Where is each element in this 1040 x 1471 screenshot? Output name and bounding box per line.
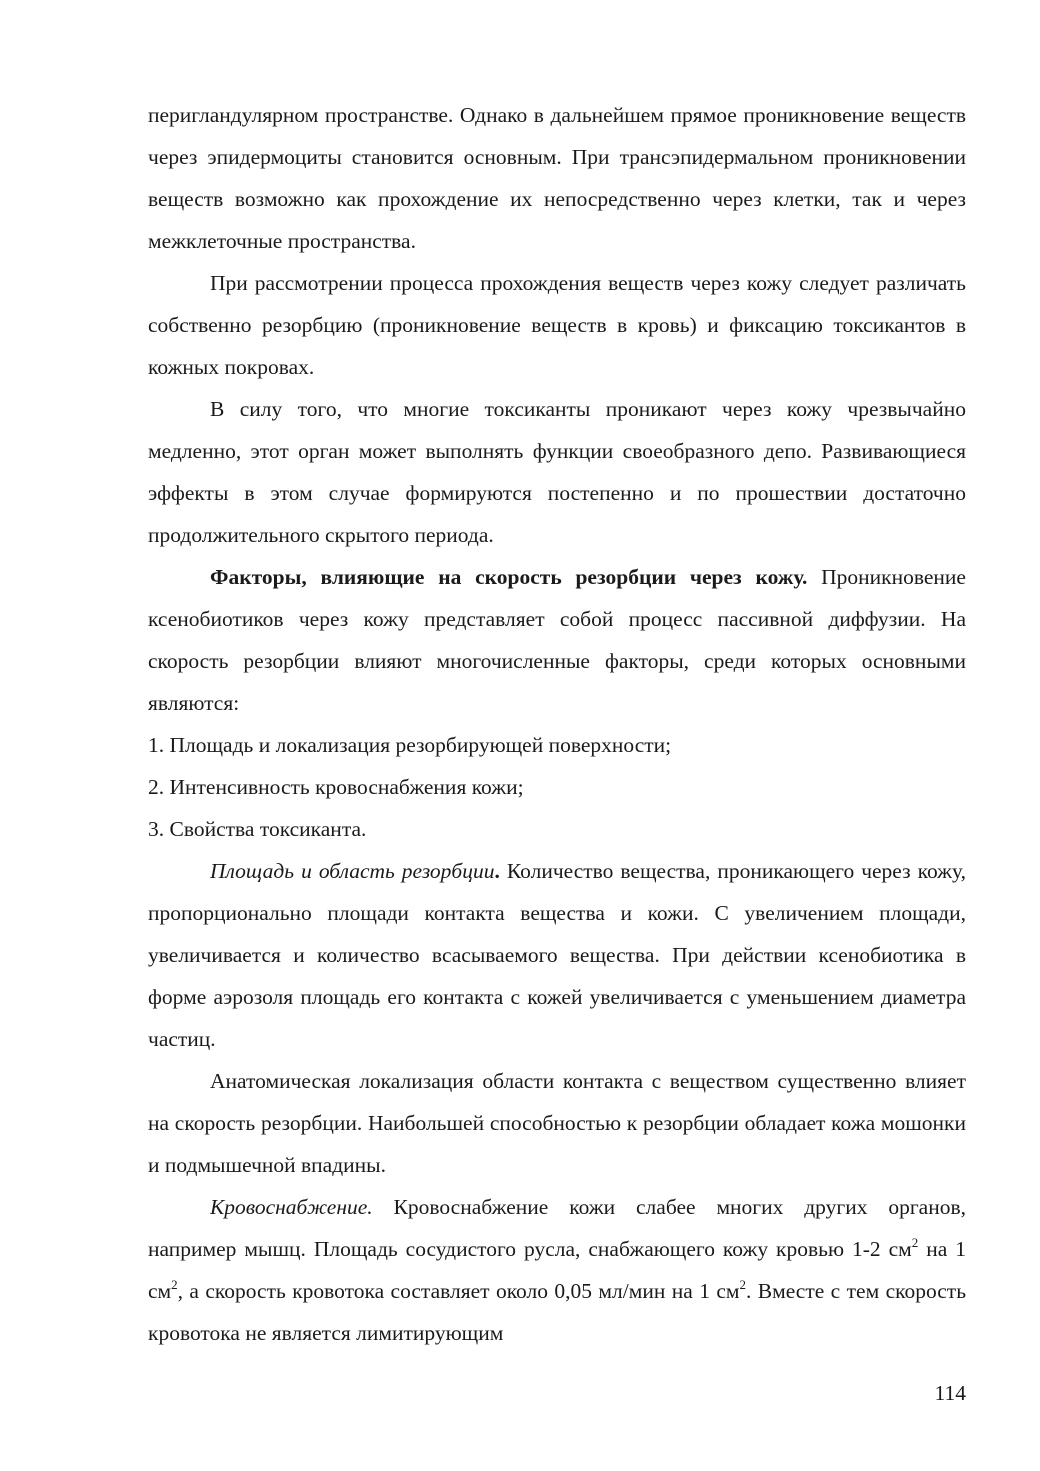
paragraph-2: При рассмотрении процесса прохождения веществ через кожу следует различать собственно резорбцию (проникновение веществ в кровь) и фиксацию токсикантов в кожных покровах. (148, 271, 966, 379)
paragraph-7-text-c: , а скорость кровотока составляет около 0,05 мл/мин на 1 см (177, 1279, 740, 1303)
list-item-2: 2. Интенсивность кровоснабжения кожи; (148, 775, 524, 799)
paragraph-6: Анатомическая локализация области контакта с веществом существенно влияет на скорость резорбции. Наибольшей способностью к резорбции обладает кожа мошонки и подмышечной впадины. (148, 1069, 966, 1177)
paragraph-4-text: Проникновение ксенобиотиков через кожу представляет собой процесс пассивной диффузии. На скорость резорбции влияют многочисленные факторы, среди которых основными являются: (148, 565, 966, 715)
paragraph-7 (148, 1186, 966, 1354)
paragraph-4 (148, 556, 966, 724)
paragraph-1: периглaндулярном пространстве. Однако в дальнейшем прямое проникновение веществ через эпидермоциты становится основным. При трансэпидермальном проникновении веществ возможно как прохождение их непосредственно через клетки, так и через межклеточные пространства. (148, 103, 966, 253)
paragraph-7-text-b: на 1 см (148, 1237, 966, 1303)
subheading-area: Площадь и область резорбции (210, 859, 495, 883)
paragraph-5-text: Количество вещества, проникающего через кожу, пропорционально площади контакта вещества и кожи. С увеличением площади, увеличивается и количество всасываемого вещества. При действии ксенобиотика в форме аэрозоля площадь его контакта с кожей увеличивается с уменьшением диаметра частиц. (148, 859, 966, 1051)
paragraph-7-text-d: . Вместе с тем скорость кровотока не является лимитирующим (148, 1279, 966, 1345)
subheading-blood-supply: Кровоснабжение. (210, 1195, 373, 1219)
superscript-2: 2 (171, 1277, 178, 1292)
list-item-1: 1. Площадь и локализация резорбирующей поверхности; (148, 733, 672, 757)
page-number: 114 (934, 1381, 966, 1405)
paragraph-7-text-a: Кровоснабжение кожи слабее многих других органов, например мышц. Площадь сосудистого русла, снабжающего кожу кровью 1-2 см (148, 1195, 966, 1261)
paragraph-5 (148, 850, 966, 1060)
superscript-1: 2 (911, 1235, 919, 1250)
subheading-area-dot: . (494, 859, 500, 883)
body-text (148, 94, 966, 1354)
section-heading-factors: Факторы, влияющие на скорость резорбции через кожу. (210, 565, 808, 589)
list-item-3: 3. Свойства токсиканта. (148, 817, 367, 841)
paragraph-3: В силу того, что многие токсиканты проникают через кожу чрезвычайно медленно, этот орган может выполнять функции своеобразного депо. Развивающиеся эффекты в этом случае формируются постепенно и по прошествии достаточно продолжительного скрытого периода. (148, 397, 966, 547)
superscript-3: 2 (739, 1277, 746, 1292)
